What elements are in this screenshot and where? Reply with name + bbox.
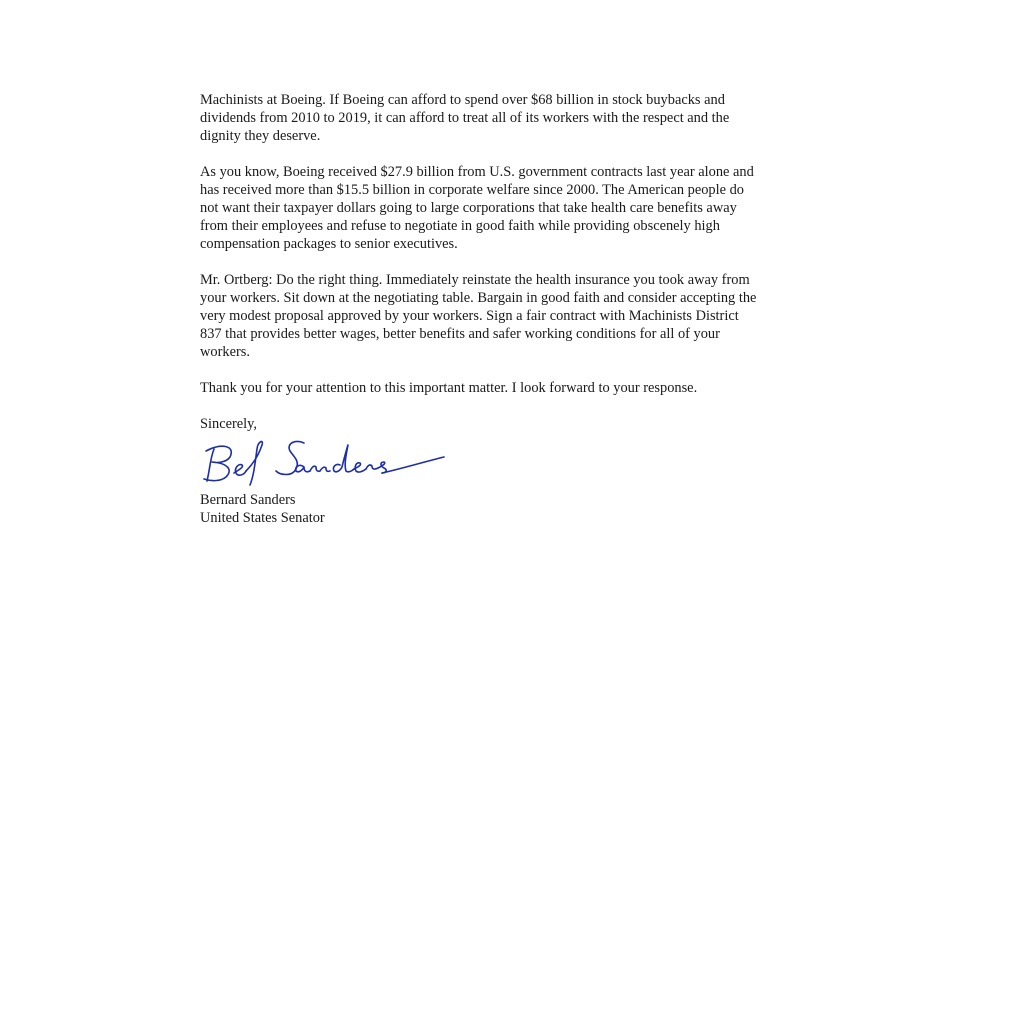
closing-salutation: Sincerely, [200,416,258,432]
paragraph-government-contracts: As you know, Boeing received $27.9 billion from U.S. government contracts last year alone and has received more than $15.5 billion in corporate welfare since 2000. The American people do not want their taxpayer dollars going to large corporations that take health care benefits away from their employees and refuse to negotiate in good faith while providing obscenely high compensation packages to senior executives. [200,164,754,252]
letter-body [200,91,820,527]
paragraph-thank-you: Thank you for your attention to this important matter. I look forward to your response. [200,380,698,396]
paragraph-boeing-buybacks: Machinists at Boeing. If Boeing can afford to spend over $68 billion in stock buybacks and dividends from 2010 to 2019, it can afford to treat all of its workers with the respect and the dignity they deserve. [200,92,730,144]
handwritten-signature [200,435,460,487]
paragraph-ortberg-appeal: Mr. Ortberg: Do the right thing. Immediately reinstate the health insurance you took away from your workers. Sit down at the negotiating table. Bargain in good faith and consider accepting the very modest proposal approved by your workers. Sign a fair contract with Machinists District 837 that provides better wages, better benefits and safer working conditions for all of your workers. [200,272,757,360]
signer-name: Bernard Sanders [200,492,296,508]
signer-title: United States Senator [200,510,325,526]
